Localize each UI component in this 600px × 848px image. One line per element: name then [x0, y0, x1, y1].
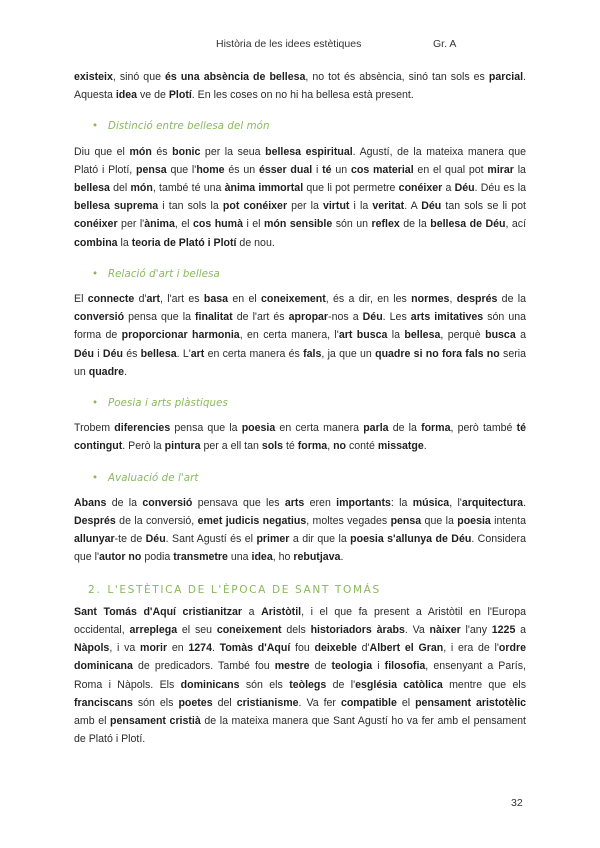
bold-term: connecte [87, 293, 135, 306]
bold-term: té [322, 163, 332, 176]
bold-term: morir [140, 642, 168, 655]
bold-term: Déu [454, 182, 475, 195]
document-title: Història de les idees estètiques [216, 38, 362, 50]
bold-term: franciscans [74, 696, 133, 709]
bold-term: art [190, 347, 205, 360]
bold-term: forma [297, 440, 328, 453]
bold-term: quadre si no fora fals no [375, 347, 500, 360]
bold-term: transmetre [173, 551, 228, 564]
bold-term: basa [203, 293, 229, 306]
bold-term: ànima immortal [224, 182, 304, 195]
paragraph-poesia: Trobem diferencies pensa que la poesia en certa manera parla de la forma, però també té contingut. Però la pintura per a ell tan sols té forma, no conté missatge. [74, 422, 527, 453]
bold-term: parla [363, 422, 389, 435]
bold-term: teologia [331, 660, 373, 673]
bold-term: conversió [74, 311, 125, 324]
bold-term: proporcionar harmonia [121, 329, 240, 342]
bold-term: música [412, 496, 450, 509]
group-label: Gr. A [433, 38, 457, 50]
bold-term: art busca [338, 329, 388, 342]
bullet-icon: • [92, 472, 99, 484]
bold-term: pintura [164, 440, 201, 453]
bold-term: teoria de Plató i Plotí [131, 236, 237, 249]
bold-term: església catòlica [355, 678, 443, 691]
bold-term: ànima [144, 218, 175, 231]
bold-term: Déu [74, 347, 95, 360]
bold-term: home [196, 163, 225, 176]
bold-term: bellesa suprema [74, 200, 159, 213]
bold-term: sols [261, 440, 284, 453]
bold-term: conversió [142, 496, 193, 509]
bold-term: Nàpols [74, 642, 110, 655]
bold-term: pensament cristià [110, 715, 201, 728]
bold-term: normes [411, 293, 450, 306]
bold-term: cos humà [192, 218, 243, 231]
bold-term: autor no [99, 551, 142, 564]
bold-term: bellesa de Déu [430, 218, 506, 231]
bold-term: allunyar [74, 533, 115, 546]
bold-term: després [456, 293, 498, 306]
bold-term: Sant Tomás d'Aquí cristianitzar [74, 605, 243, 618]
bold-term: poesia [457, 515, 491, 528]
paragraph-relacio: El connecte d'art, l'art es basa en el coneixement, és a dir, en les normes, després de la conversió pensa que la finalitat de l'art és apropar-nos a Déu. Les arts imitatives són una forma de proporcionar harmonia, en certa manera, l'art busca la bellesa, perquè busca a Déu i Déu és bellesa. L'art en certa manera és fals, ja que un quadre si no fora fals no seria un quadre. [74, 293, 527, 378]
bullet-icon: • [92, 121, 99, 133]
bold-term: poetes [178, 696, 213, 709]
bold-term: poesia s'allunya de Déu [350, 533, 472, 546]
bold-term: pensament aristotèlic [415, 696, 527, 709]
bold-term: ordre dominicana [74, 642, 526, 673]
bold-term: busca [485, 329, 516, 342]
bold-term: Déu [102, 347, 123, 360]
bold-term: bellesa espiritual [265, 145, 353, 158]
bold-term: mirar [487, 163, 514, 176]
bold-term: parcial [488, 71, 524, 83]
subheading-poesia: • Poesia i arts plàstiques [92, 395, 526, 413]
bold-term: apropar [288, 311, 329, 324]
bold-term: Plotí [168, 89, 192, 102]
paragraph-sant-tomas: Sant Tomás d'Aquí cristianitzar a Aristòtil, i el que fa present a Aristòtil en l'Europa occidental, arreplega el seu coneixement dels historiadors àrabs. Va nàixer l'any 1225 a Nàpols, i va morir en 1274. Tomàs d'Aquí fou deixeble d'Albert el Gran, i era de l'ordre dominicana de predicadors. També fou mestre de teologia i filosofia, ensenyant a París, Roma i Nàpols. Els dominicans són els teòlegs de l'església catòlica mentre que els franciscans són els poetes del cristianisme. Va fer compatible el pensament aristotèlic amb el pensament cristià de la mateixa manera que Sant Agustí ho va fer amb el pensament de Plató i Plotí. [74, 605, 527, 746]
subheading-relacio: • Relació d'art i bellesa [92, 266, 526, 284]
bold-term: conéixer [398, 182, 443, 195]
bold-term: deixeble [314, 642, 357, 655]
bold-term: bellesa [74, 182, 110, 195]
bold-term: importants [336, 496, 391, 509]
bullet-icon: • [92, 398, 99, 410]
bold-term: coneixement [261, 293, 326, 306]
bold-term: idea [251, 551, 273, 564]
bold-term: compatible [340, 696, 397, 709]
bold-term: pot conéixer [222, 200, 288, 213]
bold-term: primer [256, 533, 290, 546]
bold-term: art [146, 293, 161, 306]
bold-term: poesia [241, 422, 276, 435]
bold-term: no [333, 440, 347, 453]
bold-term: idea [115, 89, 138, 102]
subheading-distincio: • Distinció entre bellesa del món [92, 118, 526, 136]
subheading-avaluacio: • Avaluació de l'art [92, 470, 526, 488]
bold-term: pensa [390, 515, 422, 528]
bold-term: virtut [322, 200, 350, 213]
bold-term: quadre [88, 365, 125, 378]
bold-term: dominicans [180, 678, 240, 691]
bold-term: mestre [274, 660, 310, 673]
bold-term: és una absència de bellesa [165, 71, 306, 83]
bold-term: veritat [372, 200, 405, 213]
bold-term: emet judicis negatius [197, 515, 307, 528]
bold-term: coneixement [216, 624, 282, 637]
bold-term: arreplega [129, 624, 178, 637]
page-content [74, 68, 526, 749]
bold-term: combina [74, 236, 118, 249]
bold-term: filosofia [384, 660, 426, 673]
bold-term: cristianisme [236, 696, 299, 709]
bold-term: Aristòtil [261, 605, 302, 618]
bold-term: Després [74, 515, 116, 528]
bold-term: forma [421, 422, 451, 435]
bold-term: diferencies [114, 422, 171, 435]
bold-term: pensa [136, 163, 167, 176]
paragraph-distincio: Diu que el món és bonic per la seua bellesa espiritual. Agustí, de la mateixa manera que Plató i Plotí, pensa que l'home és un ésser dual i té un cos material en el qual pot mirar la bellesa del món, també té una ànima immortal que li pot permetre conéixer a Déu. Déu es la bellesa suprema i tan sols la pot conéixer per la virtut i la veritat. A Déu tan sols se li pot conéixer per l'ànima, el cos humà i el món sensible són un reflex de la bellesa de Déu, ací combina la teoria de Plató i Plotí de nou. [74, 145, 527, 249]
bold-term: 1225 [491, 624, 516, 637]
bold-term: teòlegs [289, 678, 327, 691]
bold-term: bellesa [404, 329, 441, 342]
bold-term: té contingut [74, 422, 527, 453]
bold-term: món sensible [263, 218, 333, 231]
bold-term: bonic [172, 145, 201, 158]
bold-term: finalitat [195, 311, 233, 324]
bold-term: Albert el Gran [369, 642, 444, 655]
bold-term: Déu [421, 200, 442, 213]
bold-term: reflex [371, 218, 400, 231]
bold-term: arts [284, 496, 305, 509]
bold-term: món [129, 145, 152, 158]
bold-term: arquitectura [461, 496, 524, 509]
bold-term: Tomàs d'Aquí [219, 642, 291, 655]
bold-term: ésser dual [258, 163, 313, 176]
bold-term: cos material [350, 163, 414, 176]
bold-term: missatge [377, 440, 424, 453]
bold-term: nàixer [429, 624, 461, 637]
paragraph-avaluacio: Abans de la conversió pensava que les arts eren importants: la música, l'arquitectura. Després de la conversió, emet judicis negatius, moltes vegades pensa que la poesia intenta allunyar-te de Déu. Sant Agustí és el primer a dir que la poesia s'allunya de Déu. Considera que l'autor no podia transmetre una idea, ho rebutjava. [74, 496, 527, 564]
bold-term: Déu [362, 311, 383, 324]
bold-term: Déu [145, 533, 166, 546]
page-header [0, 38, 600, 52]
bold-term: historiadors àrabs [310, 624, 405, 637]
bold-term: existeix [74, 71, 113, 83]
bullet-icon: • [92, 268, 99, 280]
bold-term: bellesa [140, 347, 177, 360]
intro-paragraph: existeix, sinó que és una absència de bellesa, no tot és absència, sinó tan sols es parcial. Aquesta idea ve de Plotí. En les coses on no hi ha bellesa està present. [74, 71, 526, 102]
bold-term: fals [303, 347, 322, 360]
bold-term: arts imitatives [410, 311, 484, 324]
page-number: 32 [511, 797, 523, 809]
section-heading-sant-tomas: 2. L'ESTÈTICA DE L'ÈPOCA DE SANT TOMÁS [88, 583, 381, 596]
bold-term: rebutjava [293, 551, 341, 564]
bold-term: món [130, 182, 153, 195]
bold-term: Abans [74, 496, 107, 509]
bold-term: conéixer [74, 218, 118, 231]
bold-term: 1274 [188, 642, 212, 655]
